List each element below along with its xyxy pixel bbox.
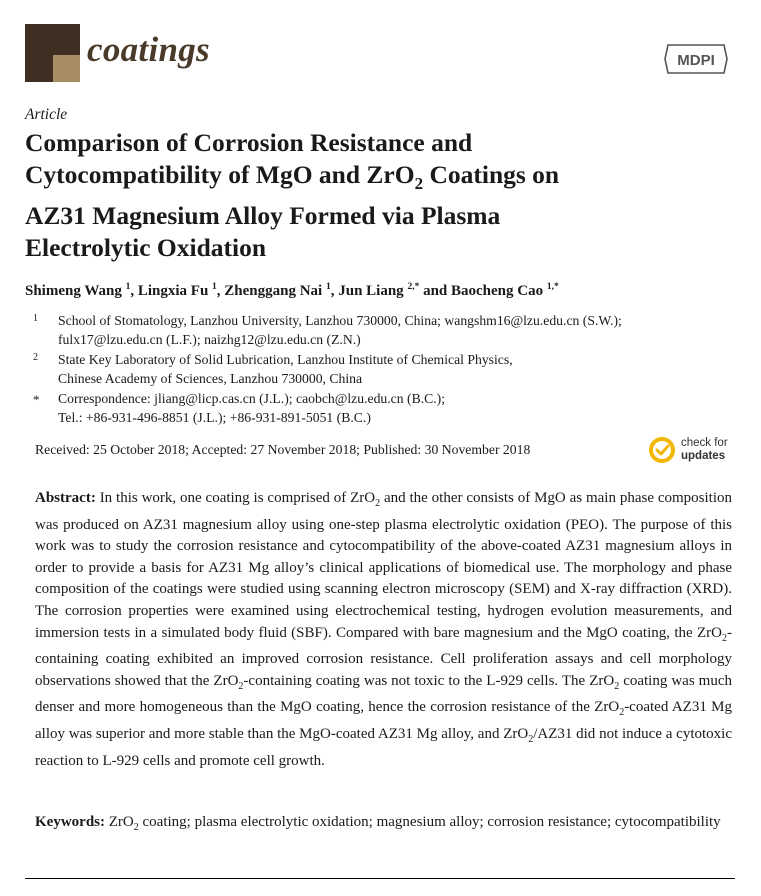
author-affiliation-marker: 1 bbox=[212, 282, 217, 292]
abstract-text: coating was much denser and more homogeneous than the MgO coating, hence the corrosion resistance of the ZrO bbox=[35, 672, 732, 716]
check-for-updates-icon bbox=[648, 436, 676, 464]
keywords-text: ZrO bbox=[105, 814, 134, 830]
subscript: 2 bbox=[133, 822, 139, 833]
abstract-text: In this work, one coating is comprised of ZrO bbox=[95, 490, 376, 506]
affiliation-line: State Key Laboratory of Solid Lubrication, Lanzhou Institute of Chemical Physics, bbox=[58, 352, 513, 367]
affiliation-line: School of Stomatology, Lanzhou University, Lanzhou 730000, China; wangshm16@lzu.edu.cn (S.W.); bbox=[58, 313, 622, 328]
author-separator: , bbox=[330, 283, 339, 299]
subscript: 2 bbox=[528, 733, 534, 745]
abstract bbox=[35, 488, 732, 772]
abstract-text: -coated AZ31 Mg alloy was superior and more stable than the MgO-coated AZ31 Mg alloy, and ZrO bbox=[35, 699, 732, 742]
mdpi-logo-text: MDPI bbox=[677, 52, 715, 69]
correspondence-line: Tel.: +86-931-496-8851 (J.L.); +86-931-891-5051 (B.C.) bbox=[58, 410, 371, 425]
affiliation-line: Chinese Academy of Sciences, Lanzhou 730000, China bbox=[58, 371, 363, 386]
affiliation-line: fulx17@lzu.edu.cn (L.F.); naizhg12@lzu.edu.cn (Z.N.) bbox=[58, 332, 361, 347]
abstract-label: Abstract: bbox=[35, 490, 96, 506]
affiliation-marker: 2 bbox=[33, 352, 38, 363]
author-affiliation-marker: 1,* bbox=[546, 282, 559, 292]
abstract-text: and the other consists of MgO as main phase composition was produced on AZ31 magnesium alloy using one-step plasma electrolytic oxidation (PEO). The purpose of this work was to study the corrosion resistance and cytocompatibility of the above-coated AZ31 magnesium alloys in order to provide a basis for AZ31 Mg alloy’s clinical applications of biomedical use. The morphology and phase composition of the coatings were studied using scanning electron microscopy (SEM) and X-ray diffraction (XRD). The corrosion properties were examined using electrochemical testing, hydrogen evolution measurements, and immersion tests in a simulated body fluid (SBF). Compared with bare magnesium and the MgO coating, the ZrO bbox=[35, 490, 732, 641]
title-line-1: Comparison of Corrosion Resistance and bbox=[25, 128, 473, 157]
keywords-text: coating; plasma electrolytic oxidation; magnesium alloy; corrosion resistance; cytocompatibility bbox=[138, 814, 721, 830]
title-line-3: AZ31 Magnesium Alloy Formed via Plasma bbox=[25, 201, 501, 231]
author-name[interactable]: Baocheng Cao bbox=[451, 283, 544, 299]
author-affiliation-marker: 1 bbox=[125, 282, 131, 292]
check-for-updates-label: check for bbox=[681, 437, 728, 449]
correspondence-line: Correspondence: jliang@licp.cas.cn (J.L.); caobch@lzu.edu.cn (B.C.); bbox=[58, 391, 446, 406]
keywords-label: Keywords: bbox=[35, 814, 105, 830]
title-line-4: Electrolytic Oxidation bbox=[25, 233, 267, 263]
article-title bbox=[25, 127, 715, 264]
article-type: Article bbox=[25, 106, 68, 123]
publication-dates: Received: 25 October 2018; Accepted: 27 November 2018; Published: 30 November 2018 bbox=[35, 442, 531, 457]
check-for-updates-label-bold: updates bbox=[681, 450, 726, 462]
author-separator: and bbox=[419, 283, 451, 299]
subscript: 2 bbox=[375, 498, 381, 509]
abstract-text: /AZ31 did not induce a cytotoxic reaction to L-929 cells and promote cell growth. bbox=[35, 725, 732, 769]
author-affiliation-marker: 1 bbox=[325, 282, 331, 292]
bottom-divider bbox=[25, 878, 735, 879]
journal-name: coatings bbox=[87, 30, 210, 69]
abstract-text: -containing coating was not toxic to the L-929 cells. The ZrO bbox=[243, 672, 615, 689]
title-line-2b: Coatings on bbox=[423, 160, 560, 189]
author-name[interactable]: Zhenggang Nai bbox=[224, 283, 323, 299]
subscript: 2 bbox=[238, 680, 244, 692]
author-name[interactable]: Shimeng Wang bbox=[25, 283, 122, 299]
affiliation-marker: 1 bbox=[33, 313, 38, 324]
author-affiliation-marker: 2,* bbox=[407, 282, 420, 292]
subscript: 2 bbox=[722, 632, 727, 644]
author-list bbox=[25, 282, 559, 300]
author-separator: , bbox=[130, 283, 138, 299]
title-subscript: 2 bbox=[414, 174, 424, 194]
keywords bbox=[35, 812, 732, 839]
author-name[interactable]: Jun Liang bbox=[338, 283, 404, 299]
journal-logo-mark-icon bbox=[25, 24, 80, 82]
subscript: 2 bbox=[614, 680, 620, 692]
subscript: 2 bbox=[619, 707, 625, 719]
title-line-2a: Cytocompatibility of MgO and ZrO bbox=[25, 160, 415, 189]
check-for-updates-badge[interactable] bbox=[648, 436, 738, 466]
author-separator: , bbox=[216, 283, 225, 299]
correspondence-marker: * bbox=[33, 392, 40, 407]
abstract-text: -containing coating exhibited an improved corrosion resistance. Cell proliferation assays and cell morphology observations showed that the ZrO bbox=[35, 624, 732, 689]
author-name[interactable]: Lingxia Fu bbox=[137, 283, 209, 299]
mdpi-logo-icon bbox=[664, 44, 728, 74]
